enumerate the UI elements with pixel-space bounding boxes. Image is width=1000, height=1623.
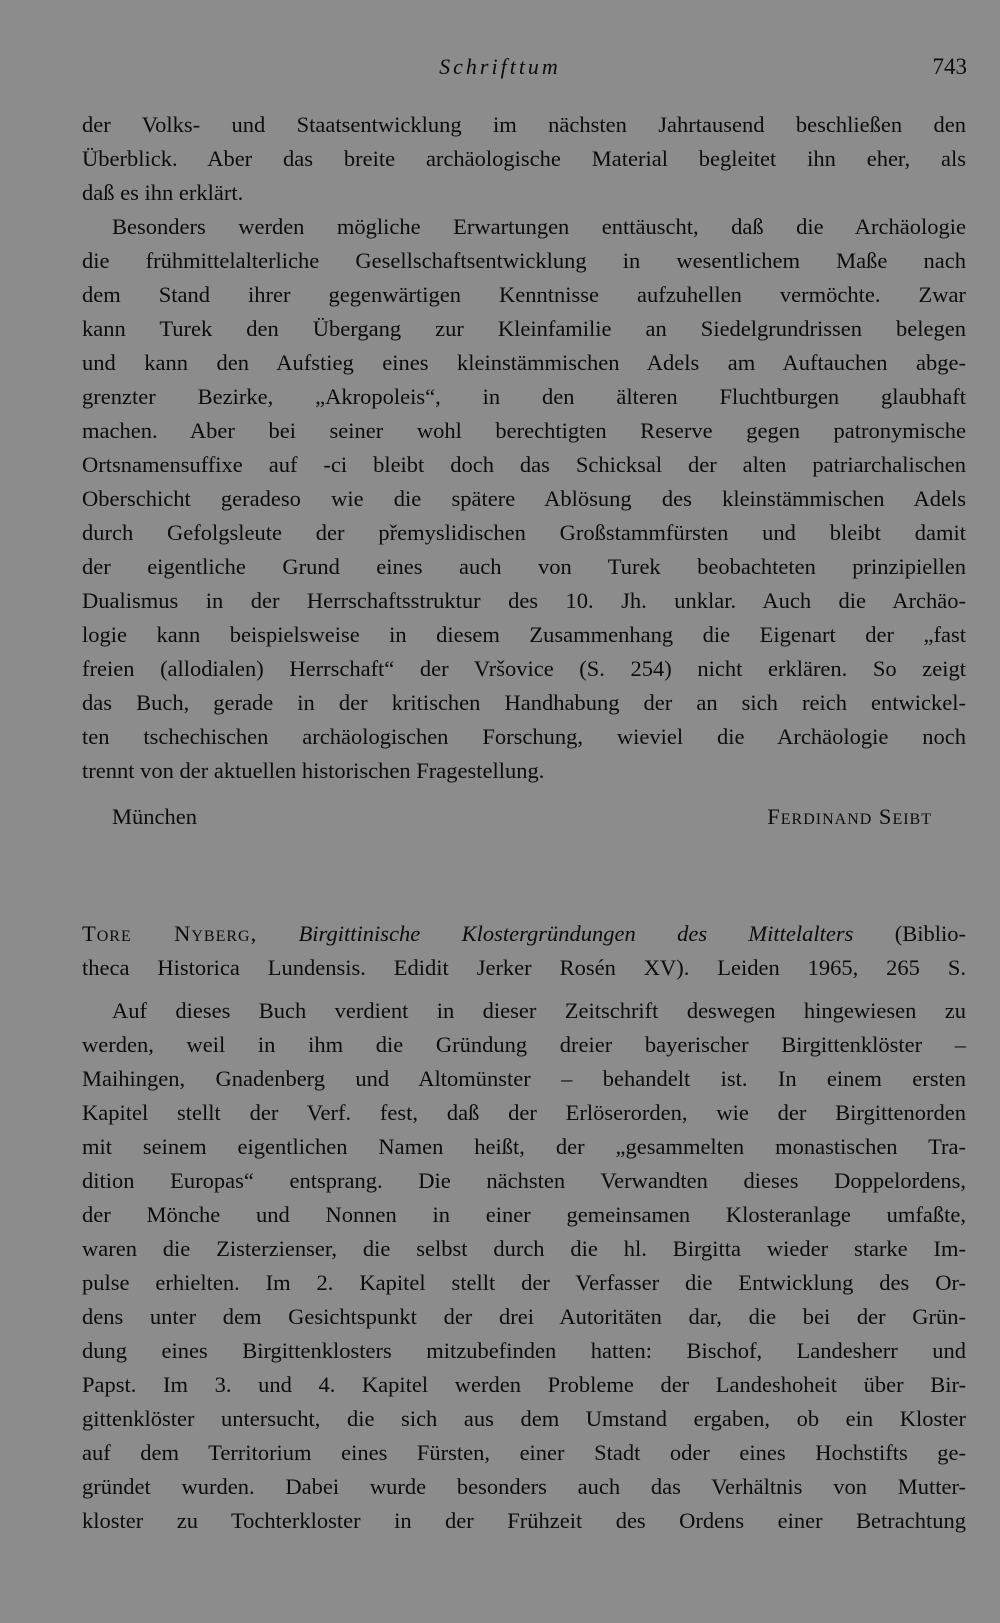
text-line: logie kann beispielsweise in diesem Zusammenhang die Eigenart der „fast bbox=[82, 622, 966, 647]
review-2-heading bbox=[82, 917, 966, 985]
text-line: Ortsnamensuffixe auf -ci bleibt doch das Schicksal der alten patriarchalischen bbox=[82, 452, 966, 477]
text-line: trennt von der aktuellen historischen Fragestellung. bbox=[82, 758, 545, 783]
review-1-text bbox=[82, 108, 966, 788]
text-line: dens unter dem Gesichtspunkt der drei Autoritäten dar, die bei der Grün- bbox=[82, 1304, 966, 1329]
text-line: das Buch, gerade in der kritischen Handhabung der an sich reich entwickel- bbox=[82, 690, 966, 715]
text-line: mit seinem eigentlichen Namen heißt, der „gesammelten monastischen Tra- bbox=[82, 1134, 966, 1159]
review-2-text bbox=[82, 994, 966, 1538]
text-line: pulse erhielten. Im 2. Kapitel stellt der Verfasser die Entwicklung des Or- bbox=[82, 1270, 966, 1295]
text-line: gründet wurden. Dabei wurde besonders auch das Verhältnis von Mutter- bbox=[82, 1474, 966, 1499]
series-text: (Biblio- bbox=[894, 921, 967, 946]
text-line: der Volks- und Staatsentwicklung im nächsten Jahrtausend beschließen den bbox=[82, 112, 966, 137]
text-line: kloster zu Tochterkloster in der Frühzeit des Ordens einer Betrachtung bbox=[82, 1508, 966, 1533]
text-line: dem Stand ihrer gegenwärtigen Kenntnisse aufzuhellen vermöchte. Zwar bbox=[82, 282, 966, 307]
book-title: Birgittinische Klostergründungen des Mittelalters bbox=[298, 921, 854, 946]
signature-place: München bbox=[112, 804, 197, 829]
text-line: werden, weil in ihm die Gründung dreier bayerischer Birgittenklöster – bbox=[82, 1032, 966, 1057]
text-line: Oberschicht geradeso wie die spätere Ablösung des kleinstämmischen Adels bbox=[82, 486, 966, 511]
text-line: und kann den Aufstieg eines kleinstämmischen Adels am Auftauchen abge- bbox=[82, 350, 966, 375]
text-line: Maihingen, Gnadenberg und Altomünster – behandelt ist. In einem ersten bbox=[82, 1066, 966, 1091]
citation-line bbox=[82, 917, 966, 951]
text-line: waren die Zisterzienser, die selbst durch die hl. Birgitta wieder starke Im- bbox=[82, 1236, 966, 1261]
text-line: der eigentliche Grund eines auch von Turek beobachteten prinzipiellen bbox=[82, 554, 966, 579]
text-line: der Mönche und Nonnen in einer gemeinsamen Klosteranlage umfaßte, bbox=[82, 1202, 966, 1227]
text-line: kann Turek den Übergang zur Kleinfamilie an Siedelgrundrissen belegen bbox=[82, 316, 966, 341]
text-line: Auf dieses Buch verdient in dieser Zeitschrift deswegen hingewiesen zu bbox=[112, 998, 966, 1023]
text-line: daß es ihn erklärt. bbox=[82, 180, 244, 205]
text-line: dition Europas“ entsprang. Die nächsten Verwandten dieses Doppelordens, bbox=[82, 1168, 966, 1193]
text-line: Kapitel stellt der Verf. fest, daß der Erlöserorden, wie der Birgittenorden bbox=[82, 1100, 966, 1125]
text-line: dung eines Birgittenklosters mitzubefinden hatten: Bischof, Landesherr und bbox=[82, 1338, 966, 1363]
text-line: auf dem Territorium eines Fürsten, einer Stadt oder eines Hochstifts ge- bbox=[82, 1440, 966, 1465]
text-line: gittenklöster untersucht, die sich aus dem Umstand ergaben, ob ein Kloster bbox=[82, 1406, 966, 1431]
text-line: Besonders werden mögliche Erwartungen enttäuscht, daß die Archäologie bbox=[112, 214, 966, 239]
running-title: Schrifttum bbox=[439, 54, 561, 79]
review-author: Tore Nyberg, bbox=[82, 921, 258, 946]
text-line: die frühmittelalterliche Gesellschaftsentwicklung in wesentlichem Maße nach bbox=[82, 248, 966, 273]
text-line: machen. Aber bei seiner wohl berechtigten Reserve gegen patronymische bbox=[82, 418, 966, 443]
text-line: durch Gefolgsleute der přemyslidischen Großstammfürsten und bleibt damit bbox=[82, 520, 966, 545]
text-line: Überblick. Aber das breite archäologische Material begleitet ihn eher, als bbox=[82, 146, 966, 171]
citation-line: theca Historica Lundensis. Edidit Jerker Rosén XV). Leiden 1965, 265 S. bbox=[82, 955, 966, 980]
page-number: 743 bbox=[932, 54, 967, 79]
text-line: freien (allodialen) Herrschaft“ der Vršovice (S. 254) nicht erklären. So zeigt bbox=[82, 656, 966, 681]
text-line: grenzter Bezirke, „Akropoleis“, in den älteren Fluchtburgen glaubhaft bbox=[82, 384, 966, 409]
review-1-signature bbox=[112, 800, 932, 834]
text-line: Dualismus in der Herrschaftsstruktur des 10. Jh. unklar. Auch die Archäo- bbox=[82, 588, 966, 613]
text-line: Papst. Im 3. und 4. Kapitel werden Probleme der Landeshoheit über Bir- bbox=[82, 1372, 966, 1397]
text-line: ten tschechischen archäologischen Forschung, wieviel die Archäologie noch bbox=[82, 724, 966, 749]
signature-author: Ferdinand Seibt bbox=[767, 804, 932, 829]
